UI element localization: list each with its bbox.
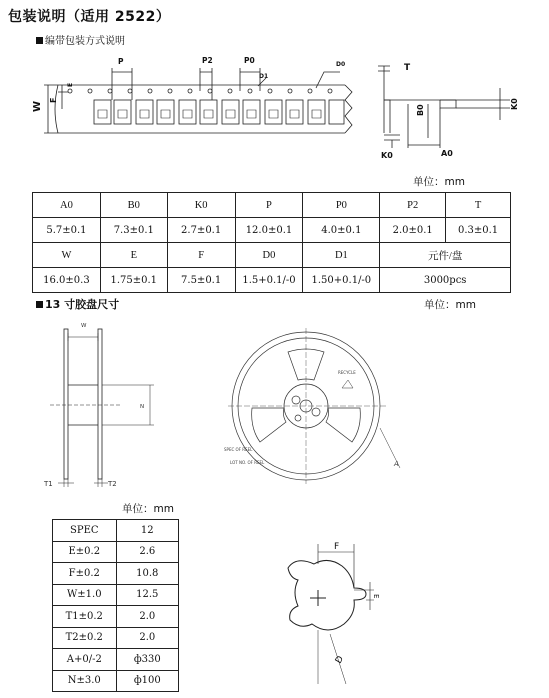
section-reel-label: 13 寸胶盘尺寸 [45,298,120,311]
tape-value-b0: 7.3±0.1 [100,218,167,243]
spec-row-name: W±1.0 [53,584,117,606]
tape-value-t: 0.3±0.1 [446,218,511,243]
reel-front-view [210,318,410,488]
tape-value-d0: 1.5+0.1/-0 [235,268,303,293]
reel-label-T2: T2 [108,480,117,488]
label-D0: D0 [336,61,346,68]
carrier-tape-diagram [0,48,549,173]
label-P0: P0 [244,56,255,65]
tape-header-k0: K0 [167,193,235,218]
tape-header-d0: D0 [235,243,303,268]
hub-label-D: D [333,654,347,666]
section-reel-heading [36,296,119,312]
bullet-square-icon [36,301,43,308]
spec-row-value: 2.0 [116,627,178,649]
spec-row-name: E±0.2 [53,541,117,563]
tape-value-f: 7.5±0.1 [167,268,235,293]
reel-spec-table [52,519,179,692]
spec-row-name: F±0.2 [53,563,117,585]
tape-value-e: 1.75±0.1 [100,268,167,293]
hub-label-E: E [372,594,380,599]
spec-header-value: 12 [116,520,178,542]
recycle-label: RECYCLE [338,370,356,375]
reel-note-1: SPEC OF REEL [224,447,253,452]
tape-header-a0: A0 [33,193,101,218]
tape-header-qty: 元件/盘 [380,243,511,268]
spec-row-value: ф330 [116,649,178,671]
unit-label-spec: 单位：mm [122,503,174,515]
spec-row-value: 2.6 [116,541,178,563]
tape-header-e: E [100,243,167,268]
tape-value-qty: 3000pcs [380,268,511,293]
bullet-square-icon [36,37,43,44]
tape-header-f: F [167,243,235,268]
tape-header-d1: D1 [303,243,380,268]
label-T: T [404,63,411,73]
spec-row-value: ф100 [116,670,178,692]
spec-row-name: T2±0.2 [53,627,117,649]
label-K0-right: K0 [510,98,519,110]
spec-row-value: 12.5 [116,584,178,606]
reel-label-A: A [394,460,399,468]
page-title: 包装说明（适用 2522） [8,9,171,25]
tape-spec-table [32,192,511,293]
label-E: E [67,82,74,87]
spec-row-value: 10.8 [116,563,178,585]
tape-value-p2: 2.0±0.1 [380,218,446,243]
section-tape-heading [36,32,125,47]
tape-header-p2: P2 [380,193,446,218]
tape-header-w: W [33,243,101,268]
spec-header-name: SPEC [53,520,117,542]
tape-value-a0: 5.7±0.1 [33,218,101,243]
tape-header-t: T [446,193,511,218]
reel-label-N: N [140,404,145,410]
tape-value-p: 12.0±0.1 [235,218,303,243]
unit-label-tape: 单位：mm [413,176,465,188]
reel-note-2: LOT NO. OF REEL [230,460,265,465]
hub-detail-view [270,534,410,694]
label-B0: B0 [416,104,425,116]
spec-row-name: A+0/-2 [53,649,117,671]
tape-value-p0: 4.0±0.1 [303,218,380,243]
spec-row-name: T1±0.2 [53,606,117,628]
tape-value-d1: 1.50+0.1/-0 [303,268,380,293]
label-P2: P2 [202,56,213,65]
tape-value-k0: 2.7±0.1 [167,218,235,243]
tape-header-p: P [235,193,303,218]
reel-label-W: W [81,323,87,329]
spec-row-value: 2.0 [116,606,178,628]
label-F: F [49,97,58,103]
hub-label-F: F [334,542,340,552]
label-P: P [118,57,124,66]
unit-label-reel: 单位：mm [424,299,476,311]
reel-side-view [30,315,210,495]
label-W: W [32,100,43,112]
spec-row-name: N±3.0 [53,670,117,692]
tape-header-p0: P0 [303,193,380,218]
tape-header-b0: B0 [100,193,167,218]
reel-label-T1: T1 [44,480,53,488]
section-tape-label: 编带包装方式说明 [45,36,125,47]
tape-value-w: 16.0±0.3 [33,268,101,293]
label-D1: D1 [259,73,269,80]
label-K0-bottom: K0 [381,151,393,160]
label-A0: A0 [441,149,453,158]
